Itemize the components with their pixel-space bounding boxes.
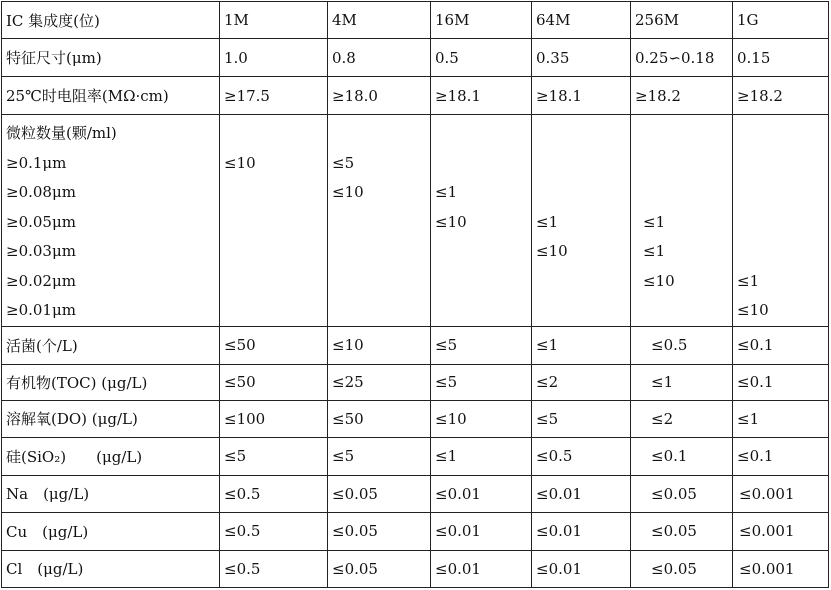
table-cell: ≤0.01 xyxy=(532,550,631,587)
table-cell: ≤5 xyxy=(431,364,532,400)
particle-size: ≥0.03μm xyxy=(6,242,76,261)
particle-label: 微粒数量(颗/ml) xyxy=(6,124,117,143)
table-cell: ≤0.001 xyxy=(733,475,829,512)
table-cell: ≤0.05 xyxy=(328,550,431,587)
table-cell: ≤1 xyxy=(631,364,733,400)
table-cell: ≤50 xyxy=(328,400,431,437)
table-cell: ≤0.001 xyxy=(733,550,829,587)
particle-value: ≤1 xyxy=(435,183,458,202)
table-cell: ≤1 xyxy=(532,326,631,364)
table-cell: ≤0.01 xyxy=(431,512,532,550)
table-cell: ≤0.01 xyxy=(431,550,532,587)
table-cell: ≥18.1 xyxy=(431,77,532,115)
row-label: 溶解氧(DO) (μg/L) xyxy=(2,400,220,437)
particle-value: ≤10 xyxy=(643,271,675,290)
table-row xyxy=(2,364,829,400)
particle-size: ≥0.05μm xyxy=(6,212,76,231)
table-cell: ≤0.05 xyxy=(631,475,733,512)
table-cell: ≤5 xyxy=(220,437,328,475)
table-cell: ≤1 xyxy=(431,437,532,475)
table-row xyxy=(2,475,829,512)
header-col-1m: 1M xyxy=(220,2,328,39)
table-cell: ≤0.1 xyxy=(733,326,829,364)
table-cell: ≤0.1 xyxy=(733,437,829,475)
particle-value: ≤1 xyxy=(643,242,666,261)
row-label: 活菌(个/L) xyxy=(2,326,220,364)
table-cell: ≥18.2 xyxy=(631,77,733,115)
particle-label-cell xyxy=(2,115,220,327)
table-cell: ≤0.5 xyxy=(220,475,328,512)
table-cell: 0.15 xyxy=(733,39,829,77)
particle-cell-4m xyxy=(328,115,431,327)
header-label: IC 集成度(位) xyxy=(2,2,220,39)
header-col-1g: 1G xyxy=(733,2,829,39)
table-row xyxy=(2,400,829,437)
particle-value: ≤1 xyxy=(536,212,559,231)
header-col-256m: 256M xyxy=(631,2,733,39)
particle-cell-16m xyxy=(431,115,532,327)
particle-value: ≤10 xyxy=(536,242,568,261)
table-cell: ≤0.1 xyxy=(733,364,829,400)
table-cell: ≤0.05 xyxy=(631,550,733,587)
table-cell: ≤0.01 xyxy=(532,475,631,512)
table-cell: ≤10 xyxy=(431,400,532,437)
row-label: 25℃时电阻率(MΩ·cm) xyxy=(2,77,220,115)
table-cell: 1.0 xyxy=(220,39,328,77)
table-row xyxy=(2,39,829,77)
table-cell: ≤10 xyxy=(328,326,431,364)
particle-value: ≤1 xyxy=(737,271,760,290)
table-row xyxy=(2,326,829,364)
header-col-16m: 16M xyxy=(431,2,532,39)
table-cell: ≤2 xyxy=(532,364,631,400)
row-label: Cu (μg/L) xyxy=(2,512,220,550)
table-cell: ≤0.05 xyxy=(328,512,431,550)
table-row xyxy=(2,77,829,115)
table-cell: ≤25 xyxy=(328,364,431,400)
table-cell: ≤0.01 xyxy=(431,475,532,512)
particle-cell-1g xyxy=(733,115,829,327)
table-cell: ≤1 xyxy=(733,400,829,437)
table-cell: ≤0.05 xyxy=(328,475,431,512)
particle-value: ≤10 xyxy=(224,153,256,172)
table-cell: 0.35 xyxy=(532,39,631,77)
table-cell: ≤5 xyxy=(328,437,431,475)
header-col-4m: 4M xyxy=(328,2,431,39)
particle-value: ≤10 xyxy=(332,183,364,202)
table-cell: ≤5 xyxy=(532,400,631,437)
table-cell: ≤0.1 xyxy=(631,437,733,475)
table-row xyxy=(2,550,829,587)
particle-size: ≥0.1μm xyxy=(6,153,67,172)
particle-size: ≥0.01μm xyxy=(6,301,76,320)
particle-size: ≥0.08μm xyxy=(6,183,76,202)
table-cell: ≤0.5 xyxy=(220,512,328,550)
table-cell: ≤5 xyxy=(431,326,532,364)
particle-cell-64m xyxy=(532,115,631,327)
table-cell: ≤0.5 xyxy=(220,550,328,587)
table-cell: ≤0.001 xyxy=(733,512,829,550)
table-cell: ≥17.5 xyxy=(220,77,328,115)
table-cell: ≥18.1 xyxy=(532,77,631,115)
table-cell: ≥18.0 xyxy=(328,77,431,115)
table-cell: ≤0.5 xyxy=(532,437,631,475)
table-row xyxy=(2,437,829,475)
table-cell: ≤0.05 xyxy=(631,512,733,550)
particle-cell-256m xyxy=(631,115,733,327)
table-cell: ≤0.5 xyxy=(631,326,733,364)
table-cell: ≤100 xyxy=(220,400,328,437)
table-row xyxy=(2,512,829,550)
table-cell: 0.25∽0.18 xyxy=(631,39,733,77)
row-label: 特征尺寸(μm) xyxy=(2,39,220,77)
row-label: 有机物(TOC) (μg/L) xyxy=(2,364,220,400)
particle-value: ≤5 xyxy=(332,153,355,172)
table-cell: ≤50 xyxy=(220,364,328,400)
row-label: 硅(SiO₂) (μg/L) xyxy=(2,437,220,475)
table-cell: ≤2 xyxy=(631,400,733,437)
particle-cell-1m xyxy=(220,115,328,327)
particle-size: ≥0.02μm xyxy=(6,271,76,290)
table-cell: ≥18.2 xyxy=(733,77,829,115)
row-label: Na (μg/L) xyxy=(2,475,220,512)
table-cell: ≤50 xyxy=(220,326,328,364)
particle-value: ≤10 xyxy=(737,301,769,320)
water-quality-spec-table xyxy=(1,1,829,588)
header-col-64m: 64M xyxy=(532,2,631,39)
header-row xyxy=(2,2,829,39)
table-cell: 0.8 xyxy=(328,39,431,77)
table-cell: 0.5 xyxy=(431,39,532,77)
row-label: Cl (μg/L) xyxy=(2,550,220,587)
particle-value: ≤10 xyxy=(435,212,467,231)
particle-count-row xyxy=(2,115,829,327)
particle-value: ≤1 xyxy=(643,212,666,231)
table-cell: ≤0.01 xyxy=(532,512,631,550)
